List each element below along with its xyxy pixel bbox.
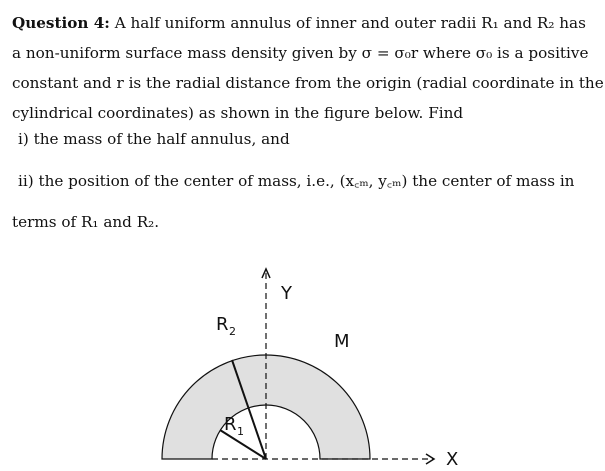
- inner-radius-label: R: [224, 414, 237, 435]
- outer-radius-subscript: 2: [229, 325, 236, 338]
- part-i: i) the mass of the half annulus, and: [18, 130, 290, 148]
- part-ii-line-1: ii) the position of the center of mass, i.e., (x꜀ₘ, y꜀ₘ) the center of mass in: [18, 172, 575, 190]
- half-annulus-svg: [150, 262, 480, 467]
- question-line-3: [12, 68, 604, 98]
- x-axis-label: X: [446, 449, 459, 467]
- outer-radius-label: R: [216, 314, 229, 335]
- half-annulus-figure: [150, 262, 480, 471]
- question-label: Question 4:: [12, 14, 110, 32]
- part-ii-line-2: terms of R₁ and R₂.: [12, 213, 160, 231]
- inner-radius-subscript: 1: [237, 425, 244, 438]
- question-line-2-text: a non-uniform surface mass density given by σ = σ₀r where σ₀ is a positive: [12, 44, 589, 62]
- y-axis-label: Y: [281, 283, 292, 304]
- question-line-4-text: cylindrical coordinates) as shown in the figure below. Find: [12, 104, 464, 122]
- question-line-4: [12, 98, 587, 128]
- mass-label: M: [334, 331, 350, 352]
- question-text: [12, 8, 604, 128]
- question-line-1: [12, 8, 587, 38]
- question-line-1-text: A half uniform annulus of inner and outer radii R₁ and R₂ has: [114, 14, 586, 32]
- question-line-3-text: constant and r is the radial distance from the origin (radial coordinate in the: [12, 74, 604, 92]
- question-line-2: [12, 38, 587, 68]
